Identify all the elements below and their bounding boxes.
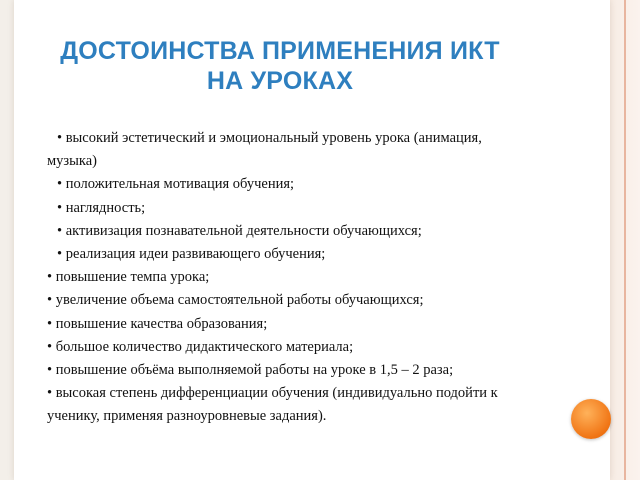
bullet-didactic-material: • большое количество дидактического материала; (47, 338, 354, 355)
slide-title (40, 36, 520, 96)
decorative-rail-line (624, 0, 626, 480)
orange-circle-icon (571, 399, 611, 439)
bullet-positive-motivation: • положительная мотивация обучения; (57, 176, 295, 193)
bullet-independent-work: • увеличение объема самостоятельной работы обучающихся; (47, 292, 424, 309)
slide-title-line-1: ДОСТОИНСТВА ПРИМЕНЕНИЯ ИКТ (60, 37, 500, 65)
bullet-differentiation: • высокая степень дифференциации обучения (индивидуально подойти к (47, 385, 498, 402)
bullet-developmental-learning: • реализация идеи развивающего обучения; (57, 246, 326, 263)
slide-bullet-list (47, 127, 567, 429)
bullet-education-quality: • повышение качества образования; (47, 315, 268, 332)
bullet-cognitive-activation: • активизация познавательной деятельности обучающихся; (57, 222, 422, 239)
bullet-visual-clarity: • наглядность; (57, 199, 146, 216)
bullet-lesson-pace: • повышение темпа урока; (47, 269, 210, 286)
slide-title-line-2: НА УРОКАХ (206, 67, 354, 95)
bullet-aesthetic-level: • высокий эстетический и эмоциональный уровень урока (анимация, (57, 130, 482, 146)
bullet-differentiation-continued: ученику, применяя разноуровневые задания). (47, 408, 327, 425)
bullet-aesthetic-level-continued: музыка) (47, 153, 97, 170)
bullet-work-volume: • повышение объёма выполняемой работы на уроке в 1,5 – 2 раза; (47, 362, 454, 379)
